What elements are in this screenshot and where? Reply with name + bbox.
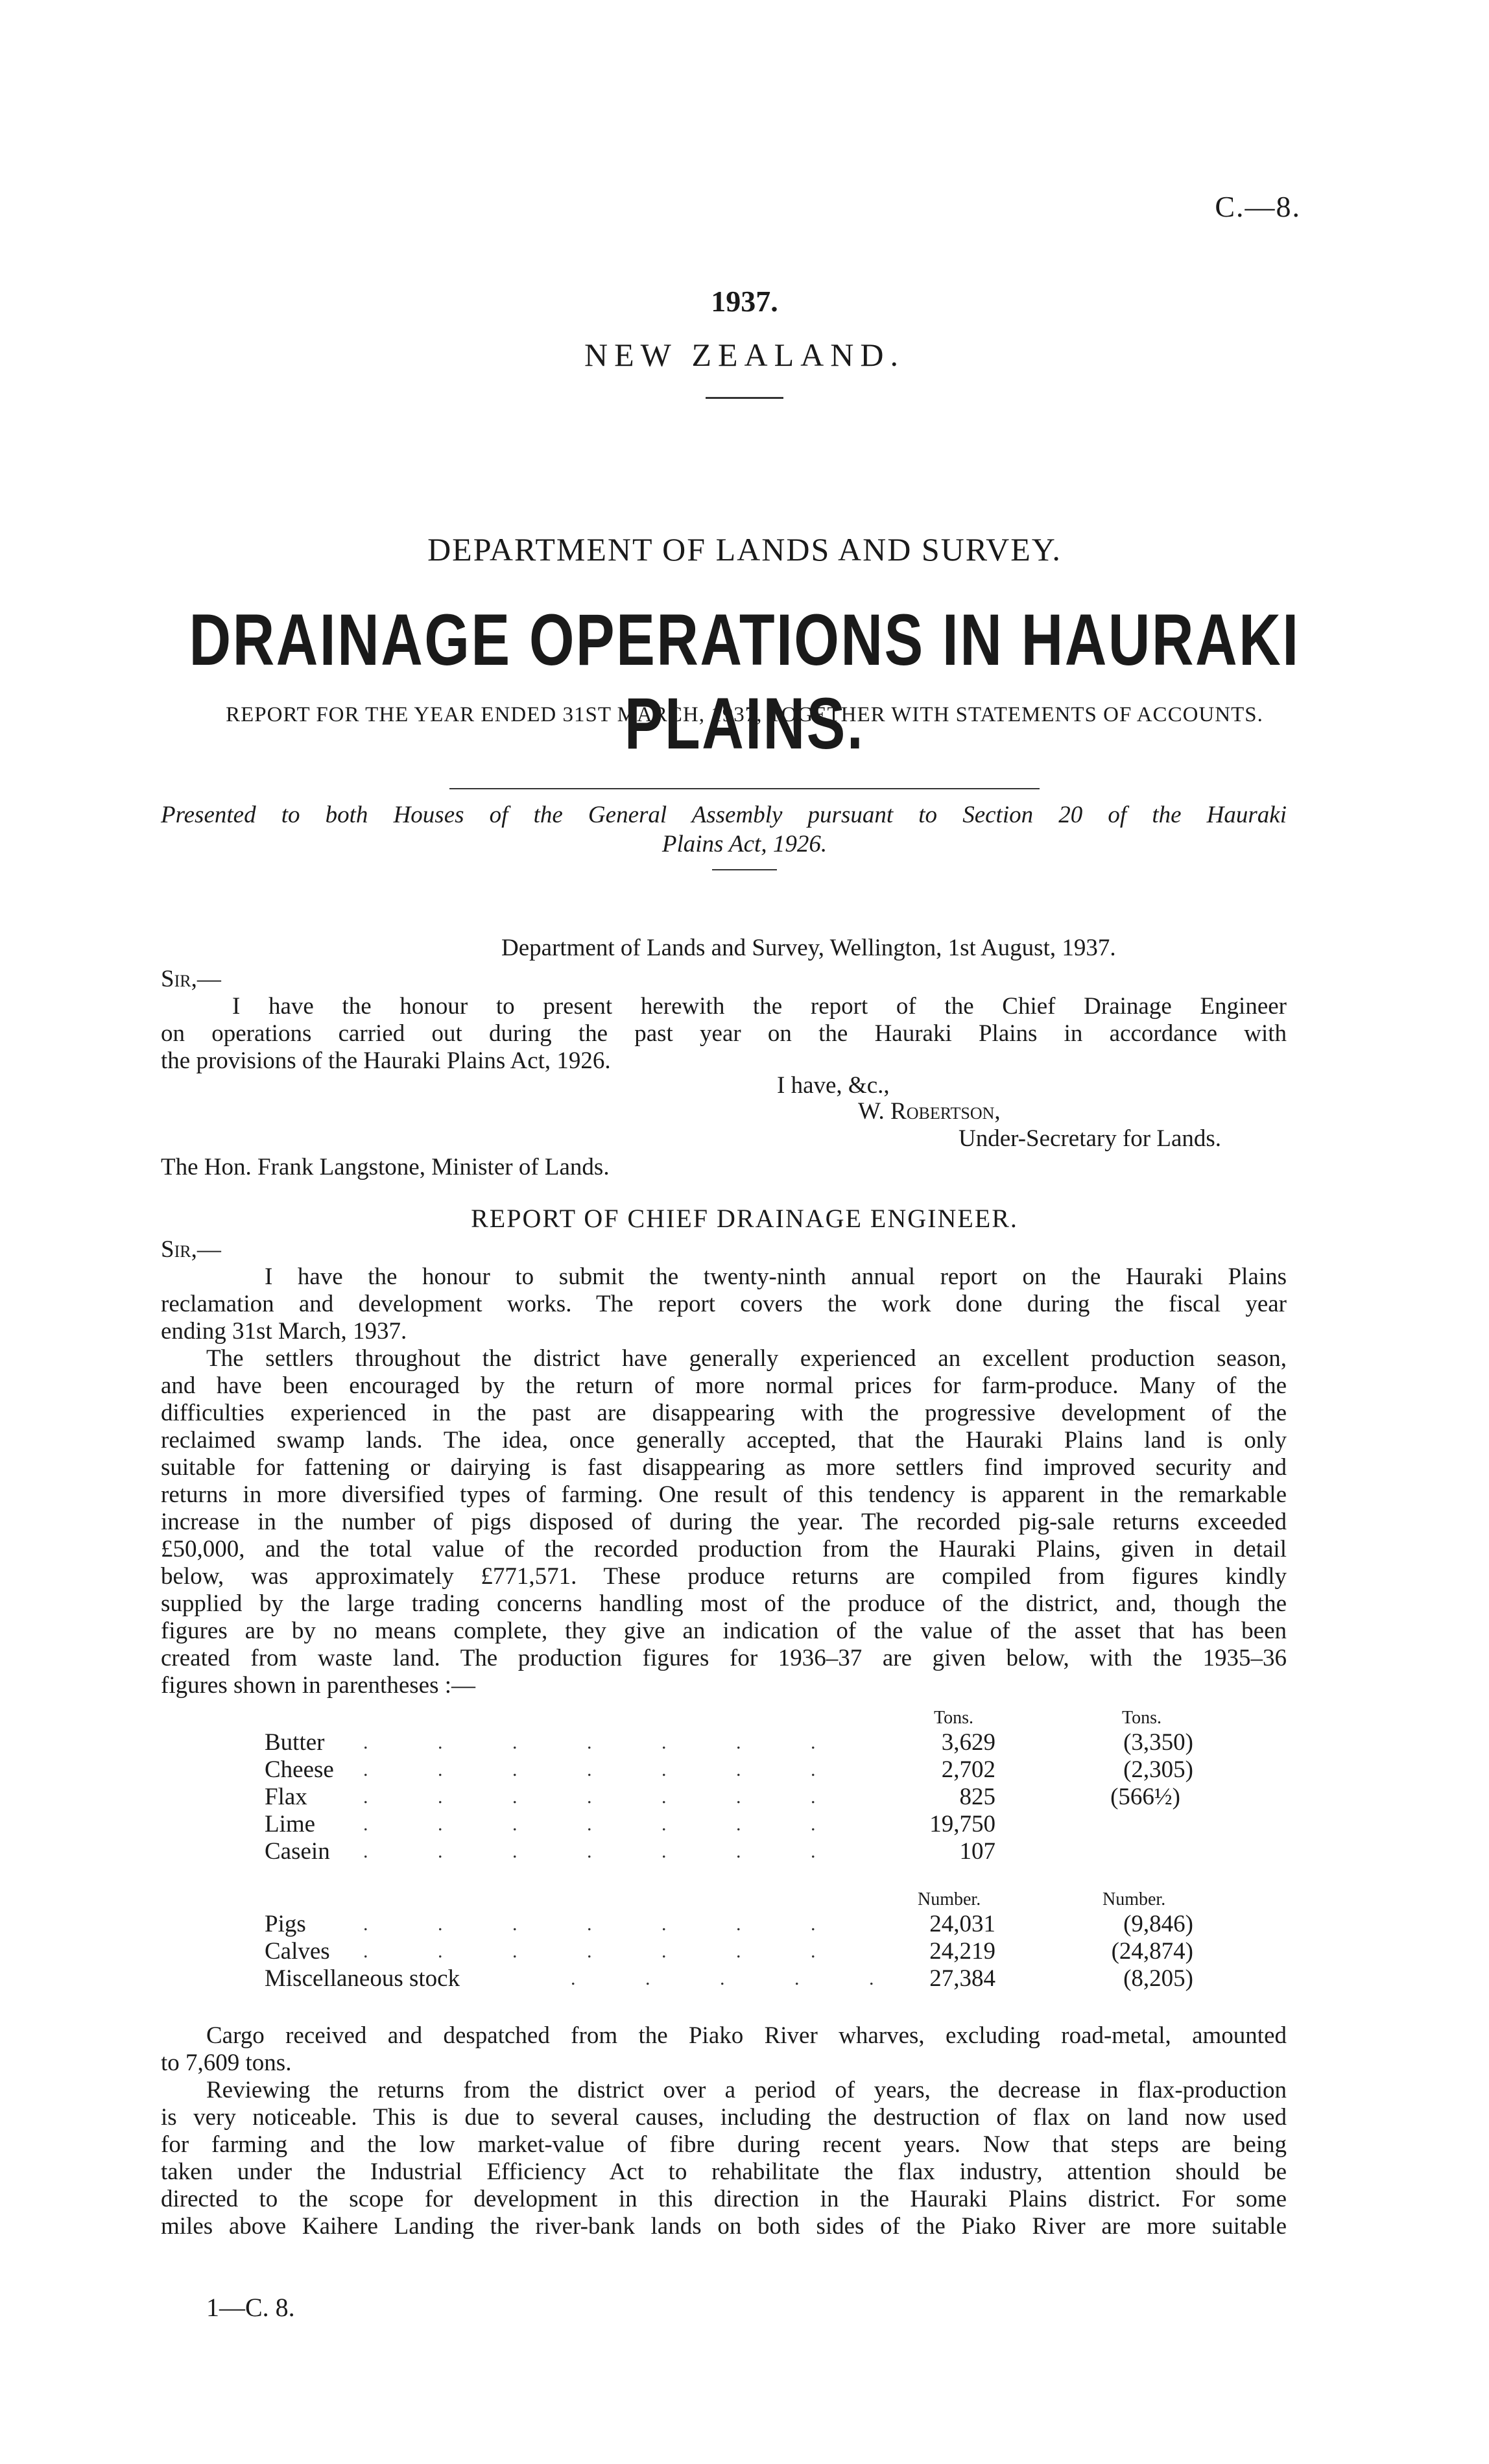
paragraph-line: reclaimed swamp lands. The idea, once generally accepted, that the Hauraki Plains land is only: [161, 1427, 1287, 1453]
paragraph-line: ending 31st March, 1937.: [161, 1318, 407, 1345]
document-title: DRAINAGE OPERATIONS IN HAURAKI PLAINS.: [189, 599, 1300, 764]
table-row-label: Lime: [265, 1811, 316, 1837]
table-value-current: 27,384: [929, 1965, 995, 1992]
paragraph-line: difficulties experienced in the past are disappearing with the progressive development of the: [161, 1400, 1287, 1426]
table-row-label: Cheese: [265, 1756, 334, 1783]
country-heading: NEW ZEALAND.: [584, 337, 905, 373]
page-footer: 1—C. 8.: [206, 2293, 295, 2322]
paragraph-line: £50,000, and the total value of the recorded production from the Hauraki Plains, given in detail: [161, 1536, 1287, 1562]
paragraph-line: is very noticeable. This is due to several causes, including the destruction of flax on land now used: [161, 2104, 1287, 2131]
leader-dots: . . . . . . .: [363, 1913, 848, 1935]
table-unit-header: Number.: [1102, 1889, 1166, 1909]
table-value-current: 24,219: [929, 1938, 995, 1965]
document-reference: C.—8.: [1215, 190, 1301, 223]
table-unit-header: Tons.: [1122, 1708, 1162, 1728]
paragraph-line: created from waste land. The production figures for 1936–37 are given below, with the 1935–36: [161, 1645, 1287, 1671]
table-value-previous: (9,846): [1123, 1911, 1193, 1937]
table-row-label: Butter: [265, 1729, 325, 1756]
letter-line: on operations carried out during the past year on the Hauraki Plains in accordance with: [161, 1020, 1287, 1047]
paragraph-line: directed to the scope for development in this direction in the Hauraki Plains district. For some: [161, 2186, 1287, 2212]
paragraph-line: The settlers throughout the district have generally experienced an excellent production season,: [206, 1345, 1287, 1372]
presented-line-2: Plains Act, 1926.: [661, 831, 828, 857]
table-value-current: 19,750: [929, 1811, 995, 1837]
paragraph-line: below, was approximately £771,571. These produce returns are compiled from figures kindly: [161, 1563, 1287, 1590]
letter-line: the provisions of the Hauraki Plains Act, 1926.: [161, 1047, 611, 1074]
table-unit-header: Tons.: [934, 1708, 974, 1728]
letter-dateline: Department of Lands and Survey, Wellington, 1st August, 1937.: [501, 935, 1116, 961]
divider-rule: [449, 788, 1040, 789]
table-value-current: 24,031: [929, 1911, 995, 1937]
table-row-label: Miscellaneous stock: [265, 1965, 460, 1992]
letter-addressee: The Hon. Frank Langstone, Minister of Lands.: [161, 1154, 610, 1180]
table-row-label: Pigs: [265, 1911, 306, 1937]
letter-salutation: Sir,—: [161, 966, 221, 992]
report-salutation: Sir,—: [161, 1236, 221, 1263]
paragraph-line: Reviewing the returns from the district over a period of years, the decrease in flax-production: [206, 2077, 1287, 2103]
paragraph-line: miles above Kaihere Landing the river-bank lands on both sides of the Piako River are more suitable: [161, 2213, 1287, 2240]
leader-dots: . . . . . . .: [363, 1732, 848, 1753]
paragraph-line: supplied by the large trading concerns handling most of the produce of the district, and, though the: [161, 1590, 1287, 1617]
table-row-label: Flax: [265, 1784, 307, 1810]
leader-dots: . . . . . . .: [363, 1786, 848, 1808]
leader-dots: . . . . .: [571, 1968, 907, 1989]
leader-dots: . . . . . . .: [363, 1841, 848, 1862]
paragraph-line: for farming and the low market-value of fibre during recent years. Now that steps are being: [161, 2131, 1287, 2158]
table-row-label: Calves: [265, 1938, 330, 1965]
paragraph-line: increase in the number of pigs disposed of during the year. The recorded pig-sale returns exceeded: [161, 1509, 1287, 1535]
paragraph-line: returns in more diversified types of farming. One result of this tendency is apparent in the remarkable: [161, 1481, 1287, 1508]
leader-dots: . . . . . . .: [363, 1813, 848, 1835]
table-value-current: 2,702: [941, 1756, 995, 1783]
paragraph-line: figures shown in parentheses :—: [161, 1672, 476, 1699]
publication-year: 1937.: [711, 285, 778, 318]
paragraph-line: taken under the Industrial Efficiency Act to rehabilitate the flax industry, attention should be: [161, 2159, 1287, 2185]
leader-dots: . . . . . . .: [363, 1941, 848, 1962]
letter-closing: I have, &c.,: [777, 1072, 890, 1099]
document-subtitle: REPORT FOR THE YEAR ENDED 31ST MARCH, 1937, TOGETHER WITH STATEMENTS OF ACCOUNTS.: [226, 703, 1263, 726]
letter-signatory: W. Robertson,: [858, 1098, 1001, 1125]
table-value-current: 825: [959, 1784, 995, 1810]
table-row-label: Casein: [265, 1838, 330, 1865]
paragraph-line: and have been encouraged by the return of more normal prices for farm-produce. Many of the: [161, 1372, 1287, 1399]
table-value-previous: (24,874): [1111, 1938, 1193, 1965]
divider-rule: [712, 869, 777, 870]
table-value-current: 3,629: [941, 1729, 995, 1756]
leader-dots: . . . . . . .: [363, 1759, 848, 1780]
table-value-current: 107: [959, 1838, 995, 1865]
paragraph-line: I have the honour to submit the twenty-ninth annual report on the Hauraki Plains: [265, 1263, 1287, 1290]
department-heading: DEPARTMENT OF LANDS AND SURVEY.: [427, 531, 1062, 568]
letter-line: I have the honour to present herewith the report of the Chief Drainage Engineer: [232, 993, 1287, 1020]
paragraph-line: suitable for fattening or dairying is fast disappearing as more settlers find improved security and: [161, 1454, 1287, 1481]
report-heading: REPORT OF CHIEF DRAINAGE ENGINEER.: [471, 1204, 1018, 1233]
table-value-previous: (2,305): [1123, 1756, 1193, 1783]
paragraph-line: to 7,609 tons.: [161, 2050, 292, 2076]
table-unit-header: Number.: [918, 1889, 981, 1909]
table-value-previous: (3,350): [1123, 1729, 1193, 1756]
table-value-previous: (8,205): [1123, 1965, 1193, 1992]
table-value-previous: (566½): [1110, 1784, 1180, 1810]
presented-line-1: Presented to both Houses of the General Assembly pursuant to Section 20 of the Hauraki: [161, 802, 1287, 828]
divider-rule: [706, 397, 783, 399]
paragraph-line: reclamation and development works. The report covers the work done during the fiscal year: [161, 1291, 1287, 1317]
letter-signatory-title: Under-Secretary for Lands.: [959, 1125, 1222, 1152]
paragraph-line: Cargo received and despatched from the Piako River wharves, excluding road-metal, amounted: [206, 2022, 1287, 2049]
paragraph-line: figures are by no means complete, they give an indication of the value of the asset that has been: [161, 1618, 1287, 1644]
